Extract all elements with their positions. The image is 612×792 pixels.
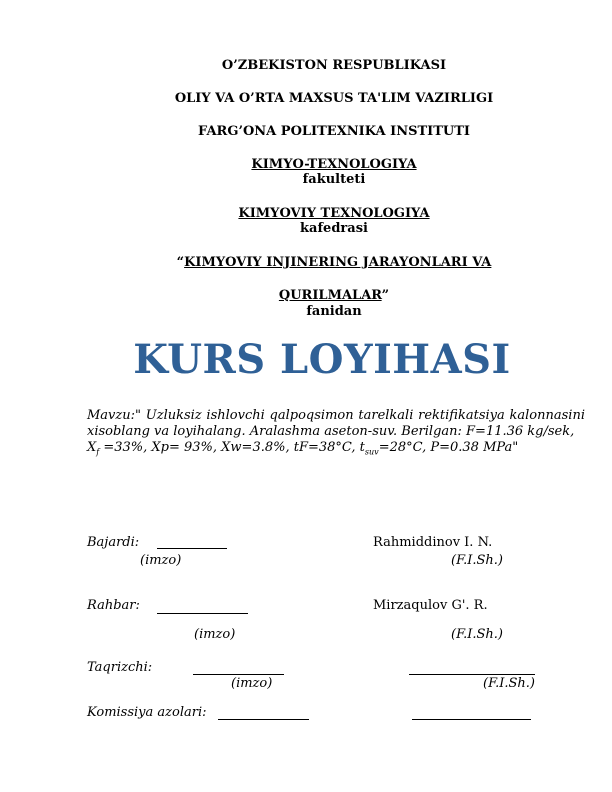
faculty-word: fakulteti xyxy=(302,172,366,187)
subject-name-1: KIMYOVIY INJINERING JARAYONLARI VA xyxy=(184,255,492,270)
imzo-label-1: (imzo) xyxy=(140,553,182,568)
subject-line-2 xyxy=(0,288,612,304)
subject-name-2: QURILMALAR xyxy=(278,288,382,303)
republic-heading: O’ZBEKISTON RESPUBLIKASI xyxy=(221,58,447,73)
komissiya-label: Komissiya azolari: xyxy=(87,705,207,720)
department-name: KIMYOVIY TEXNOLOGIYA xyxy=(238,206,430,221)
bajardi-name: Rahmiddinov I. N. xyxy=(373,535,493,550)
theme-params: =33%, Xp= 93%, Xw=3.8%, tF=38°C, t xyxy=(99,440,365,455)
bajardi-label: Bajardi: xyxy=(87,535,140,550)
theme-text xyxy=(87,408,585,461)
subject-close-quote: ” xyxy=(381,288,390,303)
bajardi-signature-line xyxy=(157,548,227,549)
institute-heading: FARG’ONA POLITEXNIKA INSTITUTI xyxy=(197,124,471,139)
fish-label-1: (F.I.Sh.) xyxy=(451,553,503,568)
department-word: kafedrasi xyxy=(300,221,368,236)
theme-sub-f: f xyxy=(96,447,100,457)
fish-label-2: (F.I.Sh.) xyxy=(451,627,503,642)
theme-params-end: =28°C, P=0.38 MPa" xyxy=(378,440,519,455)
taqrizchi-signature-line xyxy=(193,674,284,675)
komissiya-signature-line xyxy=(218,719,309,720)
rahbar-name: Mirzaqulov G'. R. xyxy=(373,598,488,613)
imzo-label-2: (imzo) xyxy=(194,627,236,642)
subject-open-quote: “ xyxy=(176,255,185,270)
faculty-name: KIMYO-TEXNOLOGIYA xyxy=(251,157,417,172)
document-title: KURS LOYIHASI xyxy=(133,336,511,383)
ministry-heading: OLIY VA O’RTA MAXSUS TA'LIM VAZIRLIGI xyxy=(174,91,494,106)
subject-line-1 xyxy=(0,255,612,271)
theme-line-2 xyxy=(87,440,585,461)
rahbar-signature-line xyxy=(157,613,248,614)
rahbar-label: Rahbar: xyxy=(87,598,140,613)
theme-sub-suv: suv xyxy=(364,447,379,457)
taqrizchi-name-line xyxy=(409,674,535,675)
fish-label-3: (F.I.Sh.) xyxy=(483,676,535,691)
taqrizchi-label: Taqrizchi: xyxy=(87,660,153,675)
imzo-label-3: (imzo) xyxy=(231,676,273,691)
theme-x: X xyxy=(87,440,97,455)
komissiya-name-line xyxy=(412,719,531,720)
theme-line-1: Mavzu:" Uzluksiz ishlovchi qalpoqsimon tarelkali rektifikatsiya kalonnasini xisoblang va loyihalang. Aralashma aseton-suv. Berilgan: F=11.36 kg/sek, xyxy=(87,408,585,439)
subject-word: fanidan xyxy=(306,304,362,319)
